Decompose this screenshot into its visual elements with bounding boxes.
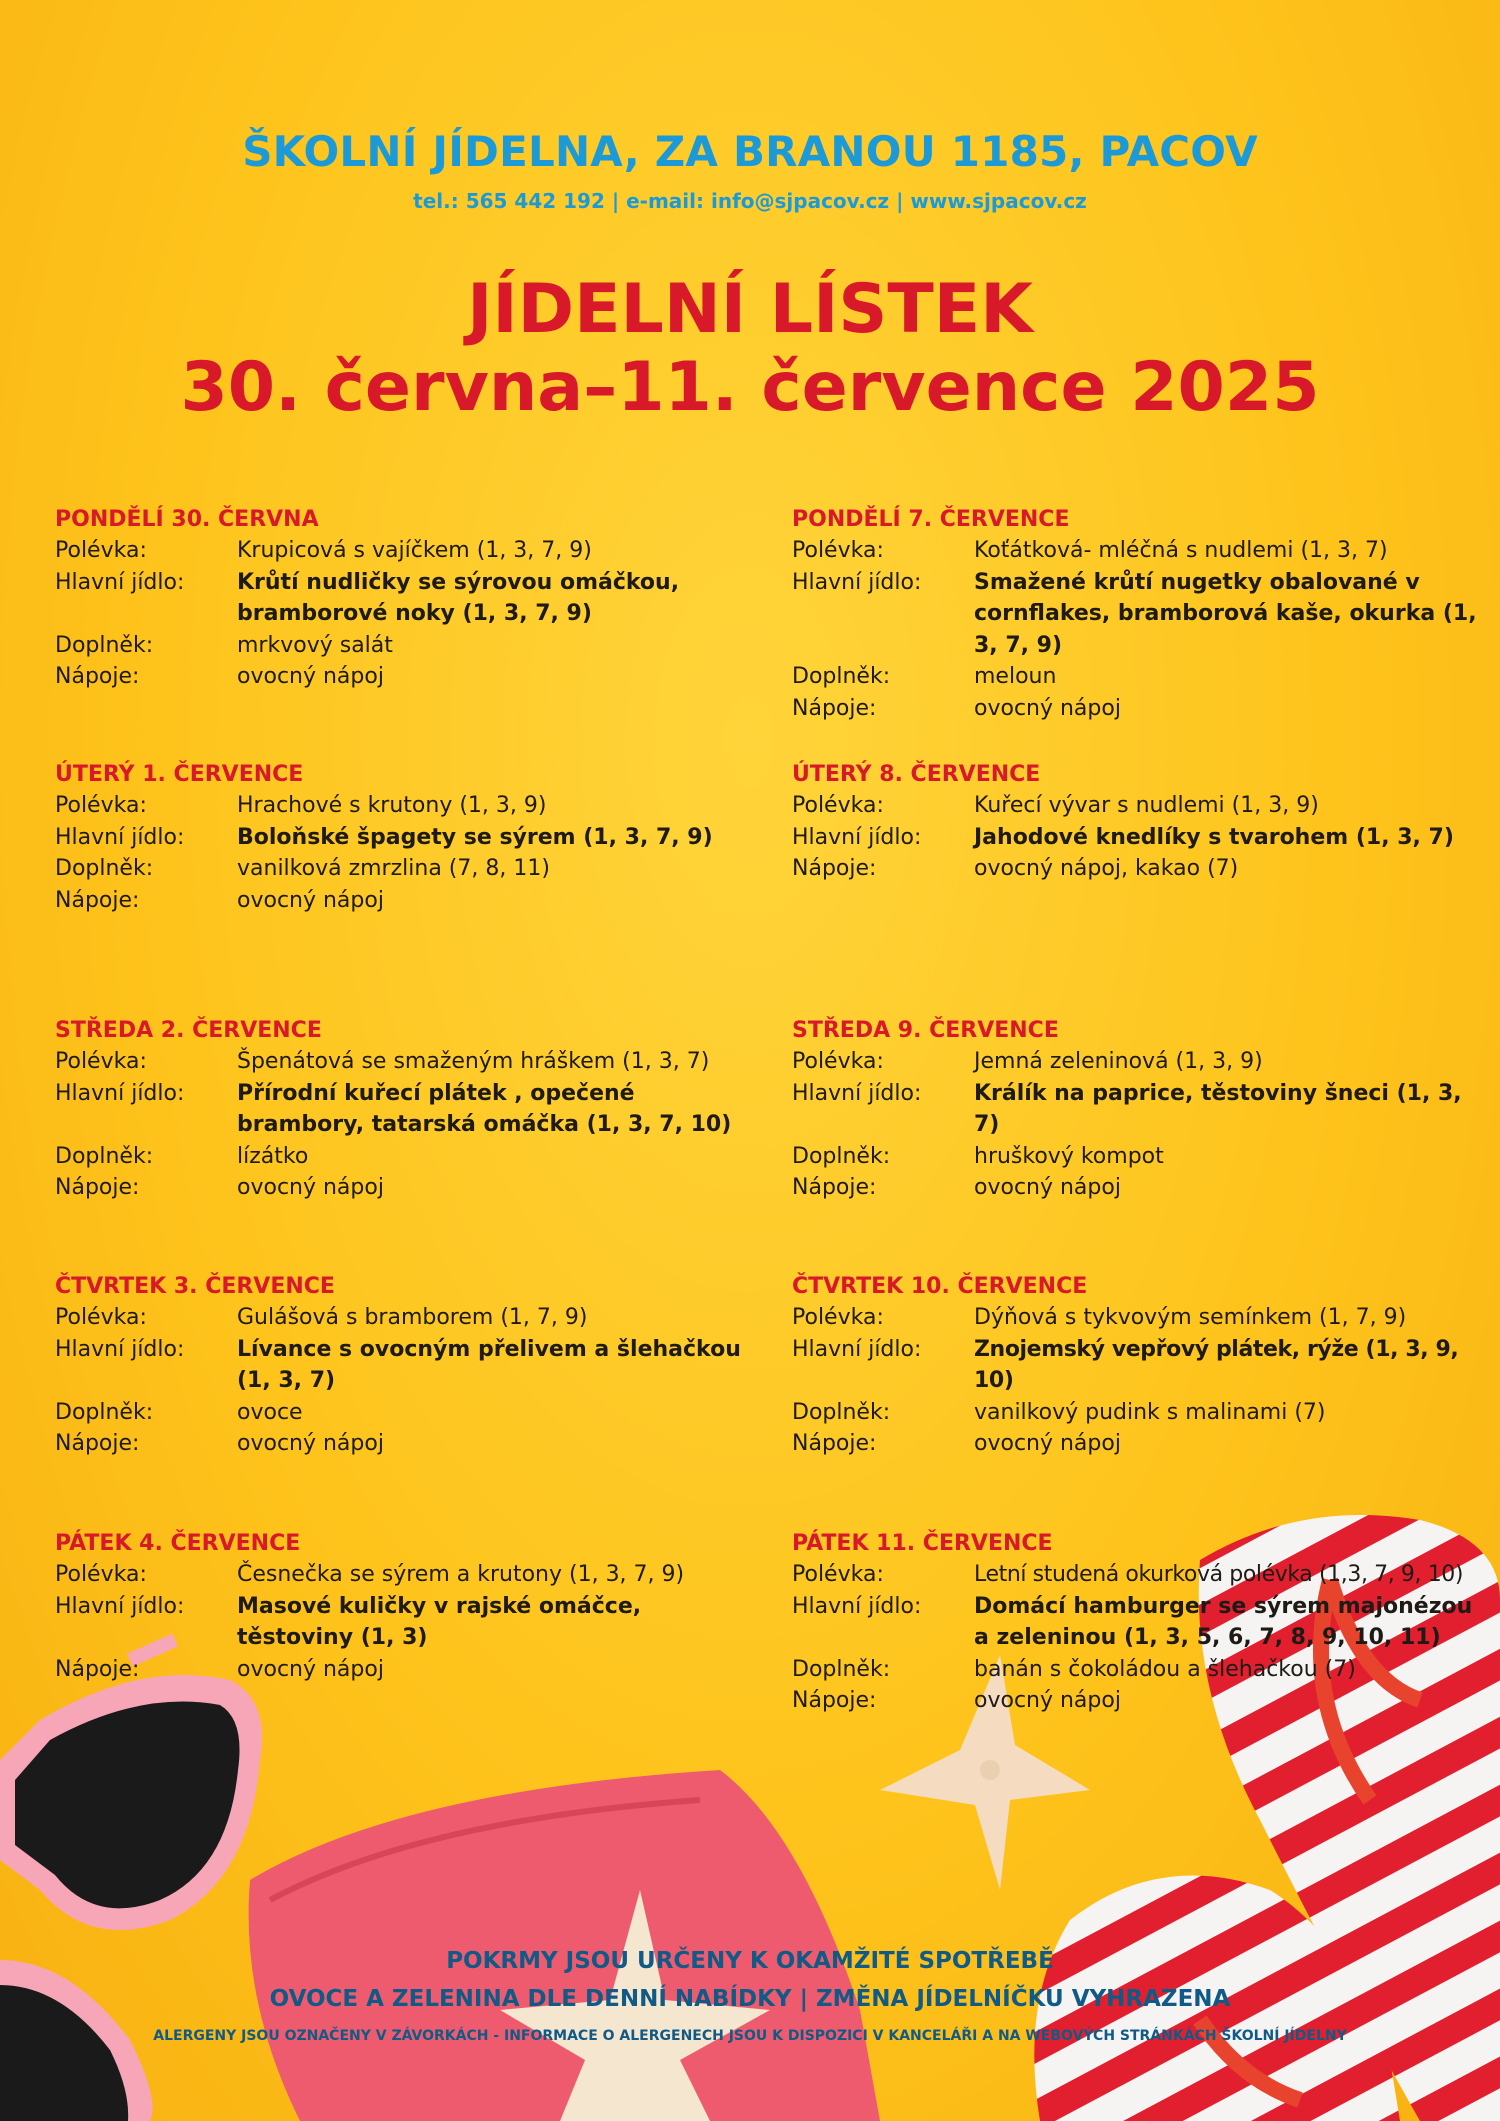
menu-row bbox=[55, 661, 755, 693]
menu-row bbox=[55, 1046, 755, 1078]
menu-row bbox=[792, 853, 1492, 885]
row-label: Doplněk: bbox=[55, 856, 154, 881]
main-dish: Jahodové knedlíky s tvarohem (1, 3, 7) bbox=[974, 824, 1454, 850]
row-value: meloun bbox=[974, 664, 1057, 689]
menu-row bbox=[792, 661, 1492, 693]
day-heading: STŘEDA 2. ČERVENCE bbox=[55, 1018, 322, 1043]
menu-row bbox=[55, 1302, 755, 1334]
menu-row bbox=[55, 790, 755, 822]
row-label: Hlavní jídlo: bbox=[792, 1080, 922, 1106]
menu-row bbox=[55, 1654, 755, 1686]
menu-row bbox=[792, 790, 1492, 822]
sunglasses-icon bbox=[0, 1640, 262, 2121]
menu-row bbox=[55, 1334, 755, 1397]
row-label: Polévka: bbox=[55, 1305, 147, 1330]
row-value: Gulášová s bramborem (1, 7, 9) bbox=[237, 1305, 588, 1330]
row-label: Polévka: bbox=[55, 1562, 147, 1587]
row-label: Polévka: bbox=[55, 538, 147, 563]
main-dish: Znojemský vepřový plátek, rýže (1, 3, 9, 10) bbox=[974, 1336, 1459, 1393]
menu-row bbox=[792, 822, 1492, 854]
row-label: Nápoje: bbox=[55, 1656, 140, 1682]
page-title: JÍDELNÍ LÍSTEK bbox=[467, 270, 1033, 349]
contact-info: tel.: 565 442 192 | e-mail: info@sjpacov.cz | www.sjpacov.cz bbox=[413, 189, 1087, 213]
row-value: ovocný nápoj bbox=[974, 1431, 1121, 1456]
row-label: Hlavní jídlo: bbox=[792, 1593, 922, 1619]
menu-row bbox=[792, 1046, 1492, 1078]
row-value: Kuřecí vývar s nudlemi (1, 3, 9) bbox=[974, 793, 1319, 818]
row-label: Polévka: bbox=[55, 1049, 147, 1074]
row-value: Koťátková- mléčná s nudlemi (1, 3, 7) bbox=[974, 538, 1388, 563]
row-label: Doplněk: bbox=[792, 1399, 891, 1425]
menu-row bbox=[792, 1141, 1492, 1173]
menu-row bbox=[55, 822, 755, 854]
day-heading: STŘEDA 9. ČERVENCE bbox=[792, 1018, 1059, 1043]
footer-notice: POKRMY JSOU URČENY K OKAMŽITÉ SPOTŘEBĚ bbox=[446, 1948, 1054, 1974]
menu-row bbox=[792, 1172, 1492, 1204]
menu-row bbox=[792, 1559, 1492, 1591]
row-label: Hlavní jídlo: bbox=[792, 569, 922, 595]
row-label: Doplněk: bbox=[55, 632, 154, 658]
row-label: Hlavní jídlo: bbox=[55, 1080, 185, 1106]
main-dish: Lívance s ovocným přelivem a šlehačkou (1, 3, 7) bbox=[237, 1336, 741, 1393]
row-label: Hlavní jídlo: bbox=[55, 569, 185, 595]
menu-row bbox=[792, 567, 1492, 662]
row-value: ovocný nápoj, kakao (7) bbox=[974, 856, 1239, 881]
menu-row bbox=[792, 693, 1492, 725]
menu-row bbox=[55, 1397, 755, 1429]
menu-row bbox=[792, 1428, 1492, 1460]
row-label: Hlavní jídlo: bbox=[792, 824, 922, 850]
row-value: mrkvový salát bbox=[237, 632, 393, 658]
row-label: Polévka: bbox=[792, 1049, 884, 1074]
day-block bbox=[792, 1272, 1492, 1460]
row-value: ovocný nápoj bbox=[237, 887, 384, 913]
day-block bbox=[792, 1016, 1492, 1204]
day-heading: ÚTERÝ 8. ČERVENCE bbox=[792, 762, 1041, 787]
menu-row bbox=[792, 1334, 1492, 1397]
menu-row bbox=[792, 1654, 1492, 1686]
menu-row bbox=[792, 1078, 1492, 1141]
main-dish: Masové kuličky v rajské omáčce, těstoviny (1, 3) bbox=[237, 1593, 642, 1650]
row-label: Nápoje: bbox=[792, 856, 877, 881]
row-label: Nápoje: bbox=[55, 1175, 140, 1200]
menu-row bbox=[55, 535, 755, 567]
row-label: Polévka: bbox=[792, 1305, 884, 1330]
main-dish: Boloňské špagety se sýrem (1, 3, 7, 9) bbox=[237, 824, 713, 850]
menu-row bbox=[55, 1428, 755, 1460]
day-heading: PÁTEK 11. ČERVENCE bbox=[792, 1531, 1053, 1556]
row-label: Doplněk: bbox=[792, 1143, 891, 1169]
date-range: 30. června–11. července 2025 bbox=[180, 348, 1320, 427]
row-label: Hlavní jídlo: bbox=[55, 824, 185, 850]
day-heading: ÚTERÝ 1. ČERVENCE bbox=[55, 762, 304, 787]
menu-row bbox=[792, 535, 1492, 567]
row-label: Hlavní jídlo: bbox=[55, 1336, 185, 1362]
day-block bbox=[55, 1272, 755, 1460]
row-label: Hlavní jídlo: bbox=[55, 1593, 185, 1619]
row-value: Krupicová s vajíčkem (1, 3, 7, 9) bbox=[237, 538, 592, 563]
row-value: hruškový kompot bbox=[974, 1143, 1164, 1169]
menu-row bbox=[55, 1141, 755, 1173]
row-value: ovocný nápoj bbox=[974, 695, 1121, 721]
main-dish: Přírodní kuřecí plátek , opečené brambory, tatarská omáčka (1, 3, 7, 10) bbox=[237, 1080, 732, 1137]
menu-row bbox=[792, 1591, 1492, 1654]
row-label: Nápoje: bbox=[792, 1431, 877, 1456]
day-block bbox=[55, 760, 755, 916]
menu-row bbox=[55, 885, 755, 917]
row-label: Polévka: bbox=[792, 1562, 884, 1587]
row-value: Letní studená okurková polévka (1,3, 7, 9, 10) bbox=[974, 1562, 1464, 1587]
day-block bbox=[792, 505, 1492, 724]
row-value: ovocný nápoj bbox=[974, 1688, 1121, 1713]
towel-icon bbox=[249, 1770, 880, 2121]
menu-row bbox=[55, 1591, 755, 1654]
row-label: Polévka: bbox=[792, 538, 884, 563]
row-label: Nápoje: bbox=[792, 1688, 877, 1713]
day-heading: ČTVRTEK 3. ČERVENCE bbox=[55, 1274, 335, 1299]
day-heading: PONDĚLÍ 7. ČERVENCE bbox=[792, 507, 1070, 532]
day-block bbox=[55, 1016, 755, 1204]
day-block bbox=[55, 505, 755, 693]
footer-notice: OVOCE A ZELENINA DLE DENNÍ NABÍDKY | ZMĚNA JÍDELNÍČKU VYHRAZENA bbox=[269, 1986, 1231, 2012]
row-label: Nápoje: bbox=[792, 695, 877, 721]
main-dish: Krůtí nudličky se sýrovou omáčkou, bramborové noky (1, 3, 7, 9) bbox=[237, 569, 680, 626]
menu-row bbox=[792, 1685, 1492, 1717]
menu-row bbox=[55, 1559, 755, 1591]
row-label: Doplněk: bbox=[55, 1143, 154, 1169]
row-label: Polévka: bbox=[792, 793, 884, 818]
row-value: Jemná zeleninová (1, 3, 9) bbox=[974, 1049, 1263, 1074]
menu-row bbox=[55, 1078, 755, 1141]
row-value: ovoce bbox=[237, 1399, 303, 1425]
menu-row bbox=[792, 1397, 1492, 1429]
row-value: ovocný nápoj bbox=[974, 1175, 1121, 1200]
row-label: Doplněk: bbox=[792, 664, 891, 689]
menu-row bbox=[55, 630, 755, 662]
row-value: Česnečka se sýrem a krutony (1, 3, 7, 9) bbox=[237, 1562, 685, 1587]
row-value: vanilková zmrzlina (7, 8, 11) bbox=[237, 856, 550, 881]
school-name: ŠKOLNÍ JÍDELNA, ZA BRANOU 1185, PACOV bbox=[242, 127, 1258, 176]
day-block bbox=[792, 1529, 1492, 1717]
day-heading: ČTVRTEK 10. ČERVENCE bbox=[792, 1274, 1088, 1299]
day-block bbox=[792, 760, 1492, 885]
menu-row bbox=[55, 567, 755, 630]
row-label: Hlavní jídlo: bbox=[792, 1336, 922, 1362]
row-label: Nápoje: bbox=[55, 664, 140, 689]
row-label: Polévka: bbox=[55, 793, 147, 818]
row-value: banán s čokoládou a šlehačkou (7) bbox=[974, 1656, 1356, 1682]
row-label: Doplněk: bbox=[55, 1399, 154, 1425]
row-value: ovocný nápoj bbox=[237, 1656, 384, 1682]
allergen-notice: ALERGENY JSOU OZNAČENY V ZÁVORKÁCH - INFORMACE O ALERGENECH JSOU K DISPOZICI V KANCELÁŘI A NA WEBOVÝCH STRÁNKÁCH ŠKOLNÍ JÍDELNY bbox=[153, 2028, 1347, 2044]
day-block bbox=[55, 1529, 755, 1685]
day-heading: PÁTEK 4. ČERVENCE bbox=[55, 1531, 301, 1556]
row-value: Dýňová s tykvovým semínkem (1, 7, 9) bbox=[974, 1305, 1407, 1330]
row-value: ovocný nápoj bbox=[237, 664, 384, 689]
row-label: Nápoje: bbox=[55, 887, 140, 913]
row-value: lízátko bbox=[237, 1143, 309, 1169]
day-heading: PONDĚLÍ 30. ČERVNA bbox=[55, 507, 319, 532]
row-label: Nápoje: bbox=[792, 1175, 877, 1200]
main-dish: Králík na paprice, těstoviny šneci (1, 3, 7) bbox=[974, 1080, 1462, 1137]
row-label: Doplněk: bbox=[792, 1656, 891, 1682]
row-label: Nápoje: bbox=[55, 1431, 140, 1456]
menu-row bbox=[55, 1172, 755, 1204]
main-dish: Domácí hamburger se sýrem majonézou a zeleninou (1, 3, 5, 6, 7, 8, 9, 10, 11) bbox=[974, 1593, 1473, 1650]
row-value: vanilkový pudink s malinami (7) bbox=[974, 1399, 1326, 1425]
menu-row bbox=[792, 1302, 1492, 1334]
row-value: Špenátová se smaženým hráškem (1, 3, 7) bbox=[237, 1049, 710, 1074]
menu-row bbox=[55, 853, 755, 885]
main-dish: Smažené krůtí nugetky obalované v cornflakes, bramborová kaše, okurka (1, 3, 7, 9) bbox=[974, 569, 1477, 658]
row-value: ovocný nápoj bbox=[237, 1431, 384, 1456]
row-value: Hrachové s krutony (1, 3, 9) bbox=[237, 793, 547, 818]
row-value: ovocný nápoj bbox=[237, 1175, 384, 1200]
